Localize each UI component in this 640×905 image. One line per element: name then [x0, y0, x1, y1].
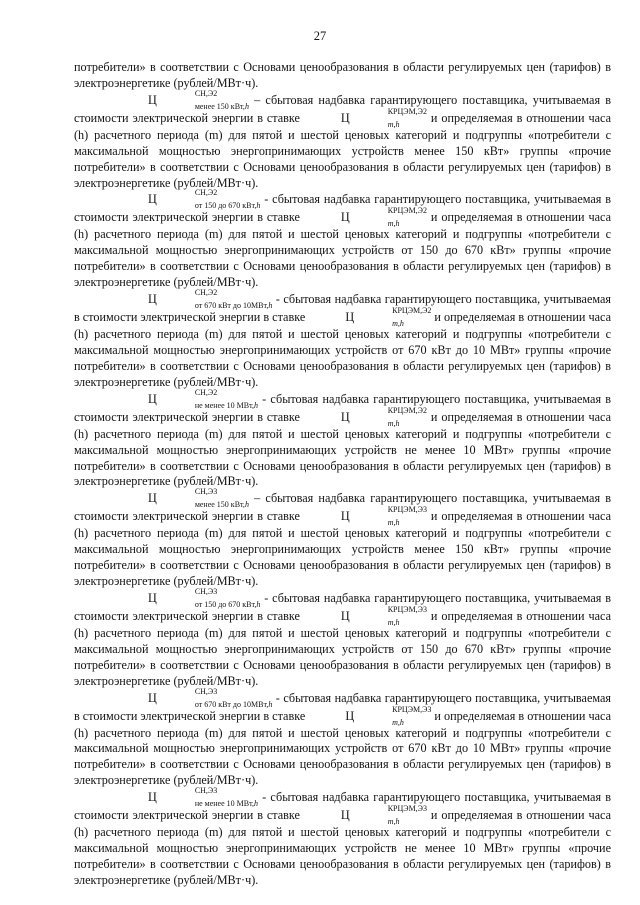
stake-symbol-subscript: m,h	[387, 119, 400, 129]
markup-symbol-superscript: СН,Э3	[194, 786, 218, 796]
stake-symbol-base: Ц	[340, 807, 350, 822]
markup-symbol-base: Ц	[148, 291, 157, 306]
markup-symbol-base: Ц	[148, 92, 157, 107]
stake-symbol-superscript: КРЦЭМ,Э3	[387, 505, 427, 515]
definition-text: - сбытовая надбавка гарантирующего поставщика, учитываемая в стоимости электрической энергии в ставке	[74, 789, 611, 822]
definition-paragraph	[74, 686, 611, 790]
stake-symbol-superscript: КРЦЭМ,Э3	[387, 804, 427, 814]
stake-symbol-subscript: m,h	[387, 518, 400, 528]
stake-symbol-superscript: КРЦЭМ,Э3	[392, 704, 432, 714]
stake-symbol-superscript: КРЦЭМ,Э2	[387, 206, 427, 216]
stake-symbol	[304, 106, 427, 129]
markup-symbol-subscript: менее 150 кВт,h	[194, 101, 249, 111]
markup-symbol-superscript: СН,Э2	[194, 387, 218, 397]
definition-paragraph	[74, 487, 611, 590]
stake-symbol-base: Ц	[340, 608, 350, 623]
definition-text: и определяемая в отношении часа (h) расчетного периода (m) для пятой и шестой ценовых категорий и подгруппы «потребители с максимальной мощностью энергопринимающих устройств не менее 10 МВт» группы «прочие потребители» в соответствии с Основами ценообразования в области регулируемых цен (тарифов) в электроэнергетике (рублей/МВт·ч).	[74, 409, 611, 489]
page-number: 27	[313, 29, 327, 43]
definition-paragraph	[74, 586, 611, 690]
stake-symbol-superscript: КРЦЭМ,Э2	[387, 405, 427, 415]
markup-symbol-subscript: от 150 до 670 кВт,h	[194, 201, 261, 211]
definition-text: – сбытовая надбавка гарантирующего поставщика, учитываемая в стоимости электрической энергии в ставке	[74, 92, 611, 125]
definition-text: и определяемая в отношении часа (h) расчетного периода (m) для пятой и шестой ценовых категорий и подгруппы «потребители с максимальной мощностью энергопринимающих устройств менее 150 кВт» группы «прочие потребители» в соответствии с Основами ценообразования в области регулируемых цен (тарифов) в электроэнергетике (рублей/МВт·ч).	[74, 509, 611, 589]
markup-symbol-base: Ц	[148, 789, 157, 804]
markup-symbol-subscript: не менее 10 МВт,h	[194, 799, 258, 809]
stake-symbol-base: Ц	[340, 210, 350, 225]
definition-paragraph	[74, 88, 611, 192]
markup-symbol-subscript: от 150 до 670 кВт,h	[194, 599, 261, 609]
definition-paragraph	[74, 288, 611, 391]
stake-symbol-subscript: m,h	[387, 617, 400, 627]
intro-line-2: (тарифов) в электроэнергетике (рублей/МВт·ч).	[74, 60, 611, 90]
markup-symbol-superscript: СН,Э2	[194, 188, 218, 198]
stake-symbol	[304, 505, 427, 528]
stake-symbol	[308, 704, 432, 727]
markup-symbol	[111, 188, 261, 211]
stake-symbol-base: Ц	[345, 309, 355, 324]
document-body	[74, 60, 611, 889]
stake-symbol	[304, 405, 427, 428]
markup-symbol-base: Ц	[148, 690, 157, 705]
stake-symbol	[304, 604, 427, 627]
definition-text: и определяемая в отношении часа (h) расчетного периода (m) для пятой и шестой ценовых категорий и подгруппы «потребители с максимальной мощностью энергопринимающих устройств от 150 до 670 кВт» группы «прочие потребители» в соответствии с Основами ценообразования в области регулируемых цен (тарифов) в электроэнергетике (рублей/МВт·ч).	[74, 608, 611, 688]
markup-symbol-base: Ц	[148, 590, 157, 605]
stake-symbol-subscript: m,h	[387, 817, 400, 827]
definition-text: - сбытовая надбавка гарантирующего поставщика, учитываемая в стоимости электрической энергии в ставке	[74, 590, 611, 623]
definition-text: и определяемая в отношении часа (h) расчетного периода (m) для пятой и шестой ценовых категорий и подгруппы «потребители с максимальной мощностью энергопринимающих устройств от 670 кВт до 10 МВт» группы «прочие потребители» в соответствии с Основами ценообразования в области регулируемых цен (тарифов) в электроэнергетике (рублей/МВт·ч).	[74, 708, 611, 788]
intro-paragraph	[74, 60, 611, 92]
markup-symbol-superscript: СН,Э3	[194, 686, 218, 696]
stake-symbol-subscript: m,h	[392, 717, 404, 727]
markup-symbol-base: Ц	[148, 391, 157, 406]
definition-text: и определяемая в отношении часа (h) расчетного периода (m) для пятой и шестой ценовых категорий и подгруппы «потребители с максимальной мощностью энергопринимающих устройств менее 150 кВт» группы «прочие потребители» в соответствии с Основами ценообразования в области регулируемых цен (тарифов) в электроэнергетике (рублей/МВт·ч).	[74, 110, 611, 190]
markup-symbol	[111, 686, 273, 709]
definition-text: - сбытовая надбавка гарантирующего поставщика, учитываемая в стоимости электрической энергии в ставке	[74, 391, 611, 424]
markup-symbol-superscript: СН,Э3	[194, 586, 218, 596]
definitions-list	[74, 88, 611, 889]
definition-text: - сбытовая надбавка гарантирующего поставщика, учитываемая в стоимости электрической энергии в ставке	[74, 291, 611, 324]
stake-symbol	[308, 306, 432, 329]
definition-text: и определяемая в отношении часа (h) расчетного периода (m) для пятой и шестой ценовых категорий и подгруппы «потребители с максимальной мощностью энергопринимающих устройств не менее 10 МВт» группы «прочие потребители» в соответствии с Основами ценообразования в области регулируемых цен (тарифов) в электроэнергетике (рублей/МВт·ч).	[74, 807, 611, 887]
markup-symbol-superscript: СН,Э3	[194, 487, 218, 497]
markup-symbol	[111, 88, 249, 111]
definition-text: и определяемая в отношении часа (h) расчетного периода (m) для пятой и шестой ценовых категорий и подгруппы «потребители с максимальной мощностью энергопринимающих устройств от 150 до 670 кВт» группы «прочие потребители» в соответствии с Основами ценообразования в области регулируемых цен (тарифов) в электроэнергетике (рублей/МВт·ч).	[74, 210, 611, 290]
stake-symbol	[304, 206, 427, 229]
markup-symbol	[111, 288, 273, 311]
definition-paragraph	[74, 786, 611, 889]
definition-text: - сбытовая надбавка гарантирующего поставщика, учитываемая в стоимости электрической энергии в ставке	[74, 192, 611, 225]
definition-text: – сбытовая надбавка гарантирующего поставщика, учитываемая в стоимости электрической энергии в ставке	[74, 491, 611, 524]
stake-symbol-base: Ц	[340, 110, 350, 125]
stake-symbol-base: Ц	[345, 708, 355, 723]
definition-paragraph	[74, 188, 611, 291]
definition-paragraph	[74, 387, 611, 491]
intro-line-1: потребители» в соответствии с Основами ценообразования в области регулируемых цен	[74, 60, 546, 74]
markup-symbol-subscript: менее 150 кВт,h	[194, 500, 249, 510]
stake-symbol-superscript: КРЦЭМ,Э3	[387, 604, 427, 614]
stake-symbol-subscript: m,h	[392, 319, 404, 329]
markup-symbol	[111, 487, 249, 510]
markup-symbol	[111, 586, 261, 609]
stake-symbol-superscript: КРЦЭМ,Э2	[392, 306, 432, 316]
stake-symbol-superscript: КРЦЭМ,Э2	[387, 106, 427, 116]
markup-symbol-superscript: СН,Э2	[194, 288, 218, 298]
stake-symbol-subscript: m,h	[387, 219, 400, 229]
markup-symbol-base: Ц	[148, 192, 157, 207]
markup-symbol	[111, 387, 258, 410]
markup-symbol-superscript: СН,Э2	[194, 88, 218, 98]
markup-symbol-subscript: от 670 кВт до 10МВт,h	[194, 301, 273, 311]
stake-symbol-base: Ц	[340, 509, 350, 524]
stake-symbol-subscript: m,h	[387, 418, 400, 428]
markup-symbol-subscript: от 670 кВт до 10МВт,h	[194, 699, 273, 709]
stake-symbol	[304, 804, 427, 827]
definition-text: и определяемая в отношении часа (h) расчетного периода (m) для пятой и шестой ценовых категорий и подгруппы «потребители с максимальной мощностью энергопринимающих устройств от 670 кВт до 10 МВт» группы «прочие потребители» в соответствии с Основами ценообразования в области регулируемых цен (тарифов) в электроэнергетике (рублей/МВт·ч).	[74, 309, 611, 389]
markup-symbol-subscript: не менее 10 МВт,h	[194, 400, 258, 410]
stake-symbol-base: Ц	[340, 409, 350, 424]
markup-symbol-base: Ц	[148, 491, 157, 506]
definition-text: - сбытовая надбавка гарантирующего поставщика, учитываемая в стоимости электрической энергии в ставке	[74, 690, 611, 723]
markup-symbol	[111, 786, 258, 809]
